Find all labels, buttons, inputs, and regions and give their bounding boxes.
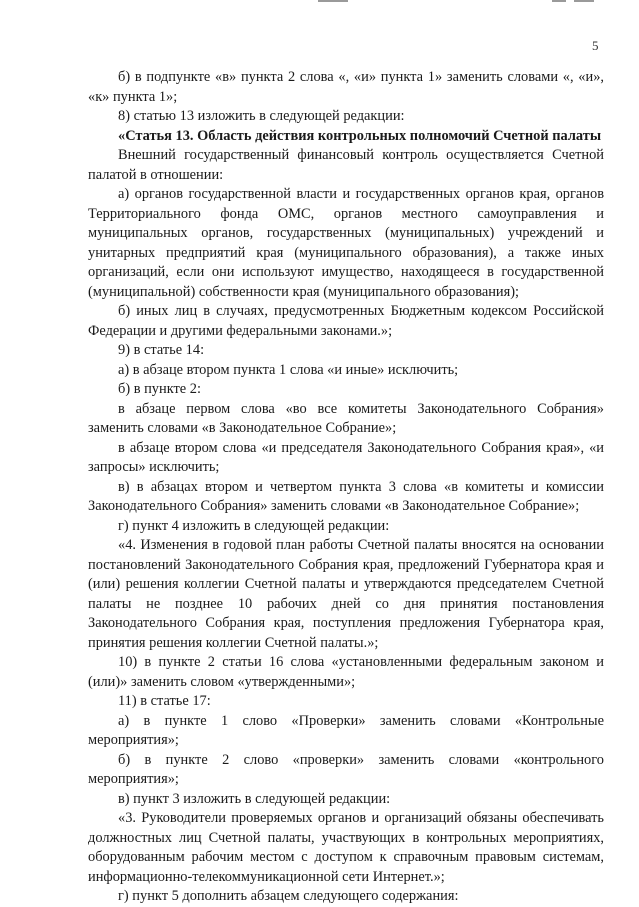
paragraph-item-9-g: г) пункт 4 изложить в следующей редакции: (118, 517, 390, 534)
paragraph-point-3-text: «3. Руководители проверяемых органов и организаций обязаны обеспечивать должностных лиц Счетной палаты, участвующих в контрольных мероприятиях, оборудованным рабочим местом с доступом к справочным правовым системам, информационно-телекоммуникационной сети Интернет.»; (88, 810, 604, 885)
paragraph-item-11-a: а) в пункте 1 слово «Проверки» заменить словами «Контрольные мероприятия»; (88, 712, 604, 748)
paragraph-amend-subitem-v: б) в подпункте «в» пункта 2 слова «, «и» пункта 1» заменить словами «, «и», «к» пункта 1»; (88, 69, 604, 105)
scan-artifact (574, 0, 594, 2)
paragraph-item-9-v: в) в абзацах втором и четвертом пункта 3 слова «в комитеты и комиссии Законодательного Собрания» заменить словами «в Законодательное Собрание»; (88, 478, 604, 514)
paragraph-item-11-b: б) в пункте 2 слово «проверки» заменить словами «контрольного мероприятия»; (88, 751, 604, 787)
paragraph-article-13-intro: Внешний государственный финансовый контроль осуществляется Счетной палатой в отношении: (88, 147, 604, 183)
scan-artifact (552, 0, 566, 2)
paragraph-item-11-g: г) пункт 5 дополнить абзацем следующего содержания: (118, 888, 459, 904)
paragraph-item-9-a: а) в абзаце втором пункта 1 слова «и иные» исключить; (118, 361, 459, 378)
paragraph-item-8: 8) статью 13 изложить в следующей редакции: (118, 108, 405, 124)
scan-artifact (318, 0, 348, 2)
document-body (88, 68, 604, 907)
paragraph-item-9-b: б) в пункте 2: (118, 381, 201, 397)
paragraph-item-10: 10) в пункте 2 статьи 16 слова «установленными федеральным законом и (или)» заменить словом «утвержденными»; (88, 654, 604, 690)
page-number: 5 (592, 38, 599, 53)
paragraph-item-9-b-second: в абзаце втором слова «и председателя Законодательного Собрания края», «и запросы» исключить; (88, 439, 604, 475)
article-13-heading: «Статья 13. Область действия контрольных полномочий Счетной палаты (118, 127, 602, 144)
paragraph-item-11: 11) в статье 17: (118, 693, 211, 709)
paragraph-article-13-b: б) иных лиц в случаях, предусмотренных Бюджетным кодексом Российской Федерации и другими федеральными законами.»; (88, 303, 604, 339)
paragraph-item-11-v: в) пункт 3 изложить в следующей редакции: (118, 790, 391, 807)
paragraph-point-4-text: «4. Изменения в годовой план работы Счетной палаты вносятся на основании постановлений Законодательного Собрания края, предложений Губернатора края и (или) решения коллегии Счетной палаты и утверждаются председателем Счетной палаты не позднее 10 рабочих дней со дня принятия постановления Законодательного Собрания края, поступления предложения Губернатора края, принятия решения коллегии Счетной палаты.»; (88, 537, 604, 651)
paragraph-item-9: 9) в статье 14: (118, 342, 205, 358)
paragraph-article-13-a: а) органов государственной власти и государственных органов края, органов Территориального фонда ОМС, органов местного самоуправления и муниципальных органов, государственных (муниципальных) учреждений и унитарных предприятий края (муниципального образования), а также иных организаций, если они используют имущество, находящееся в государственной (муниципальной) собственности края (муниципального образования); (88, 186, 604, 300)
paragraph-item-9-b-first: в абзаце первом слова «во все комитеты Законодательного Собрания» заменить словами «в Законодательное Собрание»; (88, 400, 604, 436)
